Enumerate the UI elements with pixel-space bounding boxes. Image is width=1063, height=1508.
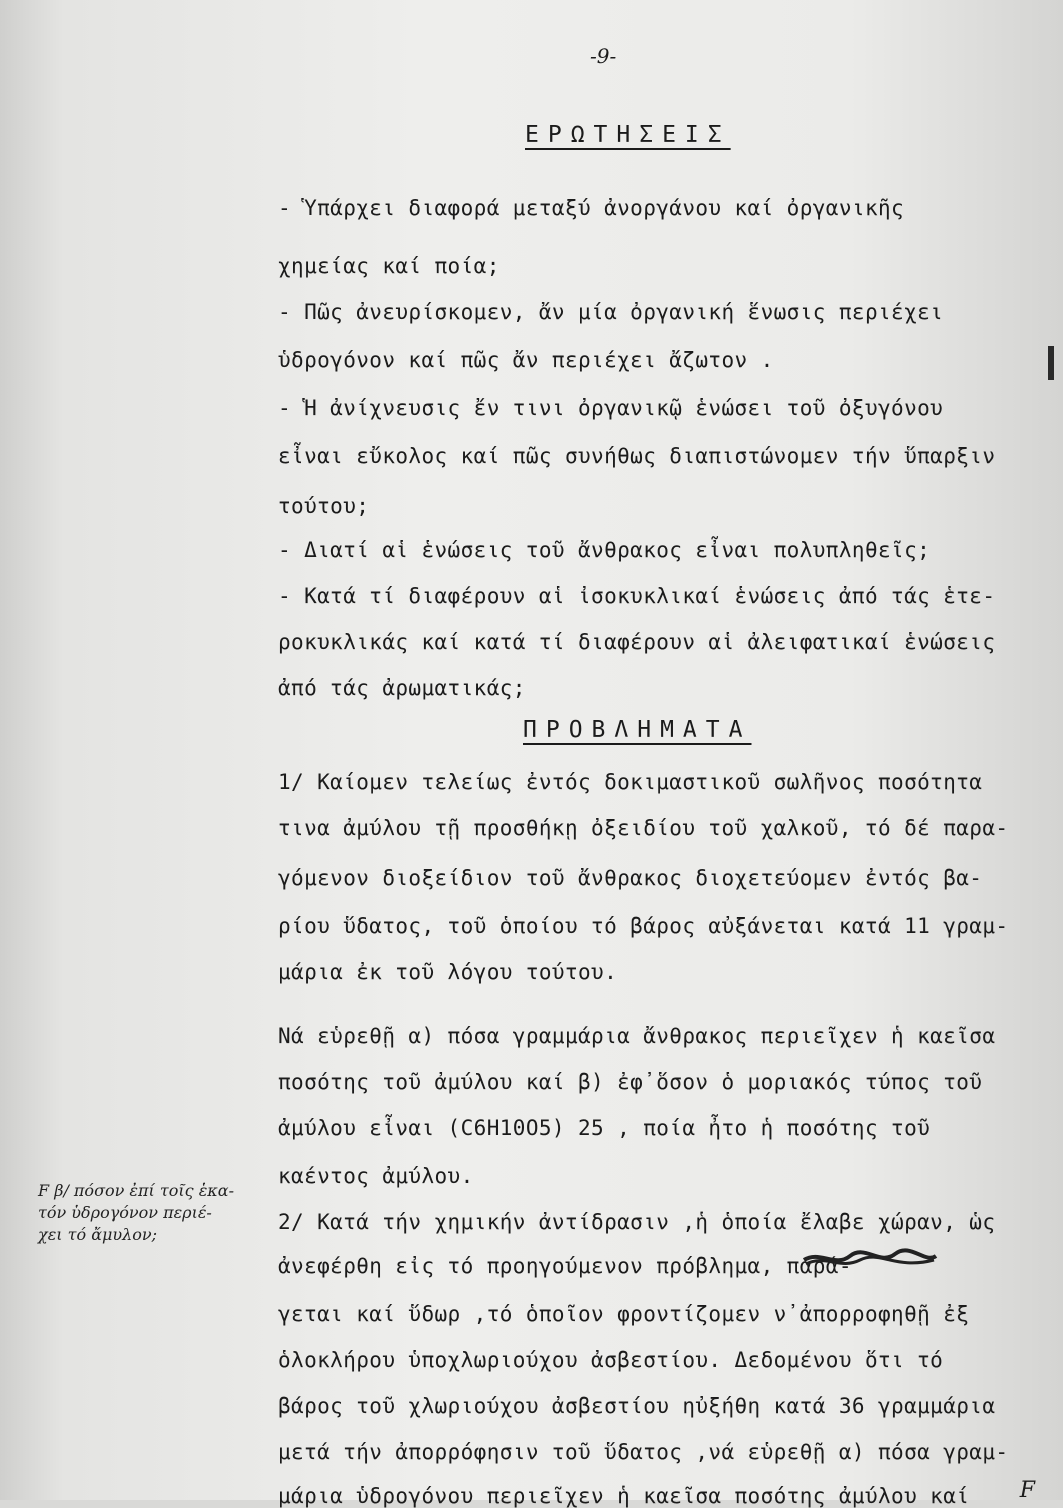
problems-heading: ΠΡΟΒΛΗΜΑΤΑ [523,717,752,743]
text-line: εἶναι εὔκολος καί πῶς συνήθως διαπιστώνομεν τήν ὕπαρξιν [278,444,996,468]
text-line: ἀπό τάς ἀρωματικάς; [278,676,526,700]
text-line: ὑδρογόνον καί πῶς ἄν περιέχει ἄζωτον . [278,348,774,372]
show-through-text [250,120,1050,1220]
text-line: ἀμύλου εἶναι (C6H10O5) 25 , ποία ἦτο ἡ ποσότης τοῦ [278,1116,931,1140]
page-number: -9- [590,44,617,68]
questions-heading: ΕΡΩΤΗΣΕΙΣ [525,122,731,148]
text-line: ρίου ὕδατος, τοῦ ὁποίου τό βάρος αὐξάνεται κατά 11 γραμ- [278,914,1009,938]
note-line: χει τό ἄμυλον; [38,1225,158,1244]
text-line: χημείας καί ποία; [278,254,500,278]
text-line: - Ὑπάρχει διαφορά μεταξύ ἀνοργάνου καί ὀργανικῆς [278,196,905,220]
text-line: ἀνεφέρθη εἰς τό προηγούμενον πρόβλημα, παρά- [278,1254,852,1278]
edge-mark [1048,346,1054,380]
text-line: 1/ Καίομεν τελείως ἐντός δοκιμαστικοῦ σωλῆνος ποσότητα [278,770,983,794]
text-line: Νά εὑρεθῇ α) πόσα γραμμάρια ἄνθρακος περιεῖχεν ἡ καεῖσα [278,1024,996,1048]
crossed-out-word [800,1246,940,1272]
note-line: F β/ πόσον ἐπί τοῖς ἑκα- [38,1181,234,1200]
text-line: τινα ἀμύλου τῇ προσθήκῃ ὀξειδίου τοῦ χαλκοῦ, τό δέ παρα- [278,816,1009,840]
note-line: τόν ὑδρογόνον περιέ- [38,1203,212,1222]
text-line: - Διατί αἱ ἑνώσεις τοῦ ἄνθρακος εἶναι πολυπληθεῖς; [278,538,931,562]
text-line: - Ἡ ἀνίχνευσις ἔν τινι ὀργανικῷ ἑνώσει τοῦ ὀξυγόνου [278,396,944,420]
text-line: ποσότης τοῦ ἀμύλου καί β) ἐφ᾿ὅσον ὁ μοριακός τύπος τοῦ [278,1070,983,1094]
text-line: - Πῶς ἀνευρίσκομεν, ἄν μία ὀργανική ἕνωσις περιέχει [278,300,944,324]
text-line: μετά τήν ἀπορρόφησιν τοῦ ὕδατος ,νά εὑρεθῇ α) πόσα γραμ- [278,1440,1009,1464]
handwritten-margin-note [38,1180,288,1246]
text-line: ροκυκλικάς καί κατά τί διαφέρουν αἱ ἀλειφατικαί ἑνώσεις [278,630,996,654]
text-line: γεται καί ὕδωρ ,τό ὁποῖον φροντίζομεν ν᾿ἀπορροφηθῇ ἐξ [278,1302,970,1326]
text-line: 2/ Κατά τήν χημικήν ἀντίδρασιν ,ἡ ὁποία ἔλαβε χώραν, ὡς [278,1210,996,1234]
text-line: - Κατά τί διαφέρουν αἱ ἰσοκυκλικαί ἑνώσεις ἀπό τάς ἑτε- [278,584,996,608]
text-line: μάρια ὑδρογόνου περιεῖχεν ἡ καεῖσα ποσότης ἀμύλου καί [278,1484,970,1508]
text-line: μάρια ἐκ τοῦ λόγου τούτου. [278,960,618,984]
text-line: καέντος ἀμύλου. [278,1164,474,1188]
text-line: τούτου; [278,494,370,518]
text-line: ὁλοκλήρου ὑποχλωριούχου ἀσβεστίου. Δεδομένου ὅτι τό [278,1348,944,1372]
text-line: βάρος τοῦ χλωριούχου ἀσβεστίου ηὐξήθη κατά 36 γραμμάρια [278,1394,996,1418]
footer-mark: F [1019,1478,1035,1503]
text-line: γόμενον διοξείδιον τοῦ ἄνθρακος διοχετεύομεν ἐντός βα- [278,866,983,890]
